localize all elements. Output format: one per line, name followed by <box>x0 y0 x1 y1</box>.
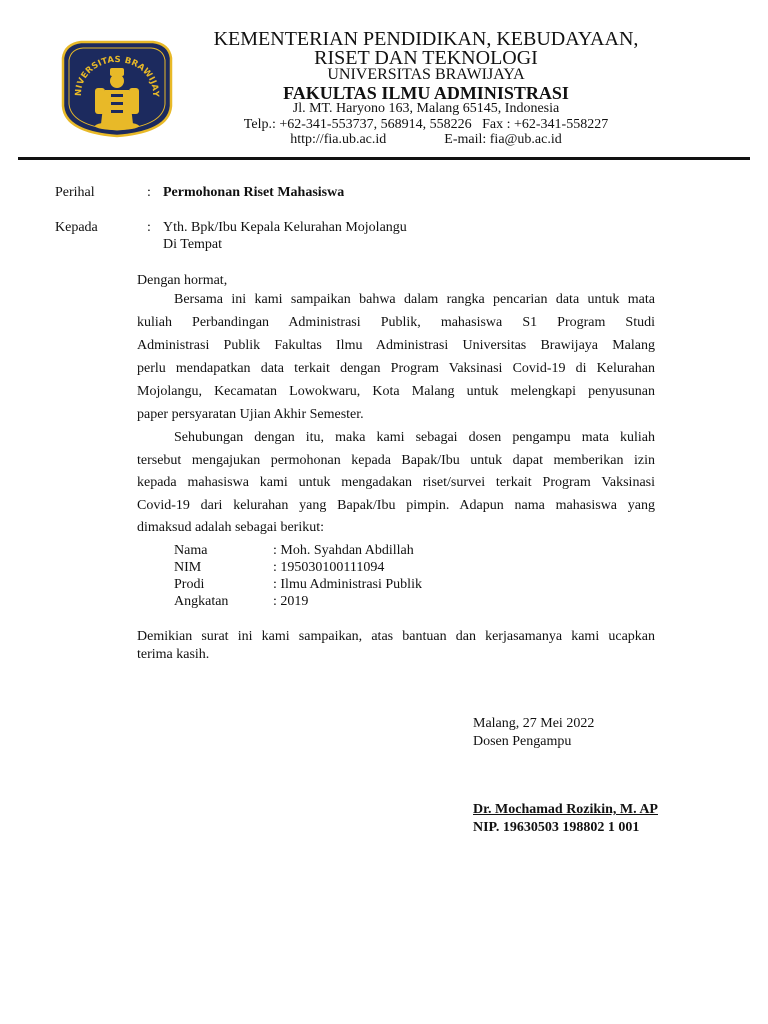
paragraph-1-line: perlu mendapatkan data terkait dengan Program Vaksinasi Covid-19 di Kelurahan <box>137 361 655 376</box>
letterhead-address: Jl. MT. Haryono 163, Malang 65145, Indonesia <box>292 101 560 116</box>
letterhead-ministry-line2: RISET DAN TEKNOLOGI <box>314 47 538 69</box>
student-nama-value: : Moh. Syahdan Abdillah <box>273 543 414 558</box>
closing-line: Demikian surat ini kami sampaikan, atas bantuan dan kerjasamanya kami ucapkan <box>137 629 655 644</box>
student-prodi-label: Prodi <box>174 577 205 592</box>
letterhead-ministry-line1: KEMENTERIAN PENDIDIKAN, KEBUDAYAAN, <box>213 28 639 50</box>
student-nim-label: NIM <box>174 560 202 575</box>
signature-role: Dosen Pengampu <box>473 734 572 749</box>
student-nim-value: : 195030100111094 <box>273 560 385 575</box>
paragraph-2-line: tersebut mengajukan permohonan kepada Bapak/Ibu untuk dapat memberikan izin <box>137 453 655 468</box>
student-nama-label: Nama <box>174 543 208 558</box>
paragraph-1-line: kuliah Perbandingan Administrasi Publik, mahasiswa S1 Program Studi <box>137 315 655 330</box>
signature-nip: NIP. 19630503 198802 1 001 <box>473 820 640 835</box>
letterhead-university: UNIVERSITAS BRAWIJAYA <box>327 66 525 83</box>
paragraph-1-line: Administrasi Publik Fakultas Ilmu Administrasi Universitas Brawijaya Malang <box>137 338 655 353</box>
student-angkatan-label: Angkatan <box>174 594 229 609</box>
kepada-colon: : <box>147 220 151 235</box>
perihal-label: Perihal <box>55 185 95 200</box>
letterhead-website: http://fia.ub.ac.id <box>290 132 387 147</box>
signature-place-date: Malang, 27 Mei 2022 <box>473 716 595 731</box>
letterhead-faculty: FAKULTAS ILMU ADMINISTRASI <box>283 83 569 103</box>
paragraph-2-line: Covid-19 dari kelurahan yang Bapak/Ibu pimpin. Adapun nama mahasiswa yang <box>137 498 655 513</box>
paragraph-1-line: paper persyaratan Ujian Akhir Semester. <box>137 407 364 422</box>
paragraph-2-line: dimaksud adalah sebagai berikut: <box>137 520 324 535</box>
kepada-place: Di Tempat <box>163 237 223 252</box>
paragraph-2-line: kepada mahasiswa kami untuk mengadakan riset/survei terkait Program Vaksinasi <box>137 475 655 490</box>
letterhead-contact <box>180 133 672 147</box>
greeting: Dengan hormat, <box>137 273 228 288</box>
student-prodi-value: : Ilmu Administrasi Publik <box>273 577 422 592</box>
paragraph-1-line: Mojolangu, Kecamatan Lowokwaru, Kota Malang untuk melengkapi penyusunan <box>137 384 655 399</box>
kepada-recipient: Yth. Bpk/Ibu Kepala Kelurahan Mojolangu <box>163 220 407 235</box>
student-angkatan-value: : 2019 <box>273 594 309 609</box>
letterhead-divider <box>18 157 750 160</box>
letterhead-phone: Telp.: +62-341-553737, 568914, 558226 Fax : +62-341-558227 <box>243 117 609 132</box>
letterhead-email: E-mail: fia@ub.ac.id <box>444 132 562 147</box>
paragraph-2-line: Sehubungan dengan itu, maka kami sebagai dosen pengampu mata kuliah <box>174 430 655 445</box>
signature-name: Dr. Mochamad Rozikin, M. AP <box>473 802 658 817</box>
kepada-label: Kepada <box>55 220 98 235</box>
university-logo <box>55 36 179 138</box>
closing-line: terima kasih. <box>137 647 210 662</box>
paragraph-1-line: Bersama ini kami sampaikan bahwa dalam rangka pencarian data untuk mata <box>174 292 655 307</box>
perihal-value: Permohonan Riset Mahasiswa <box>163 185 345 200</box>
logo-lettering: NIVERSITAS BRAWIJAY <box>73 54 161 97</box>
perihal-colon: : <box>147 185 151 200</box>
